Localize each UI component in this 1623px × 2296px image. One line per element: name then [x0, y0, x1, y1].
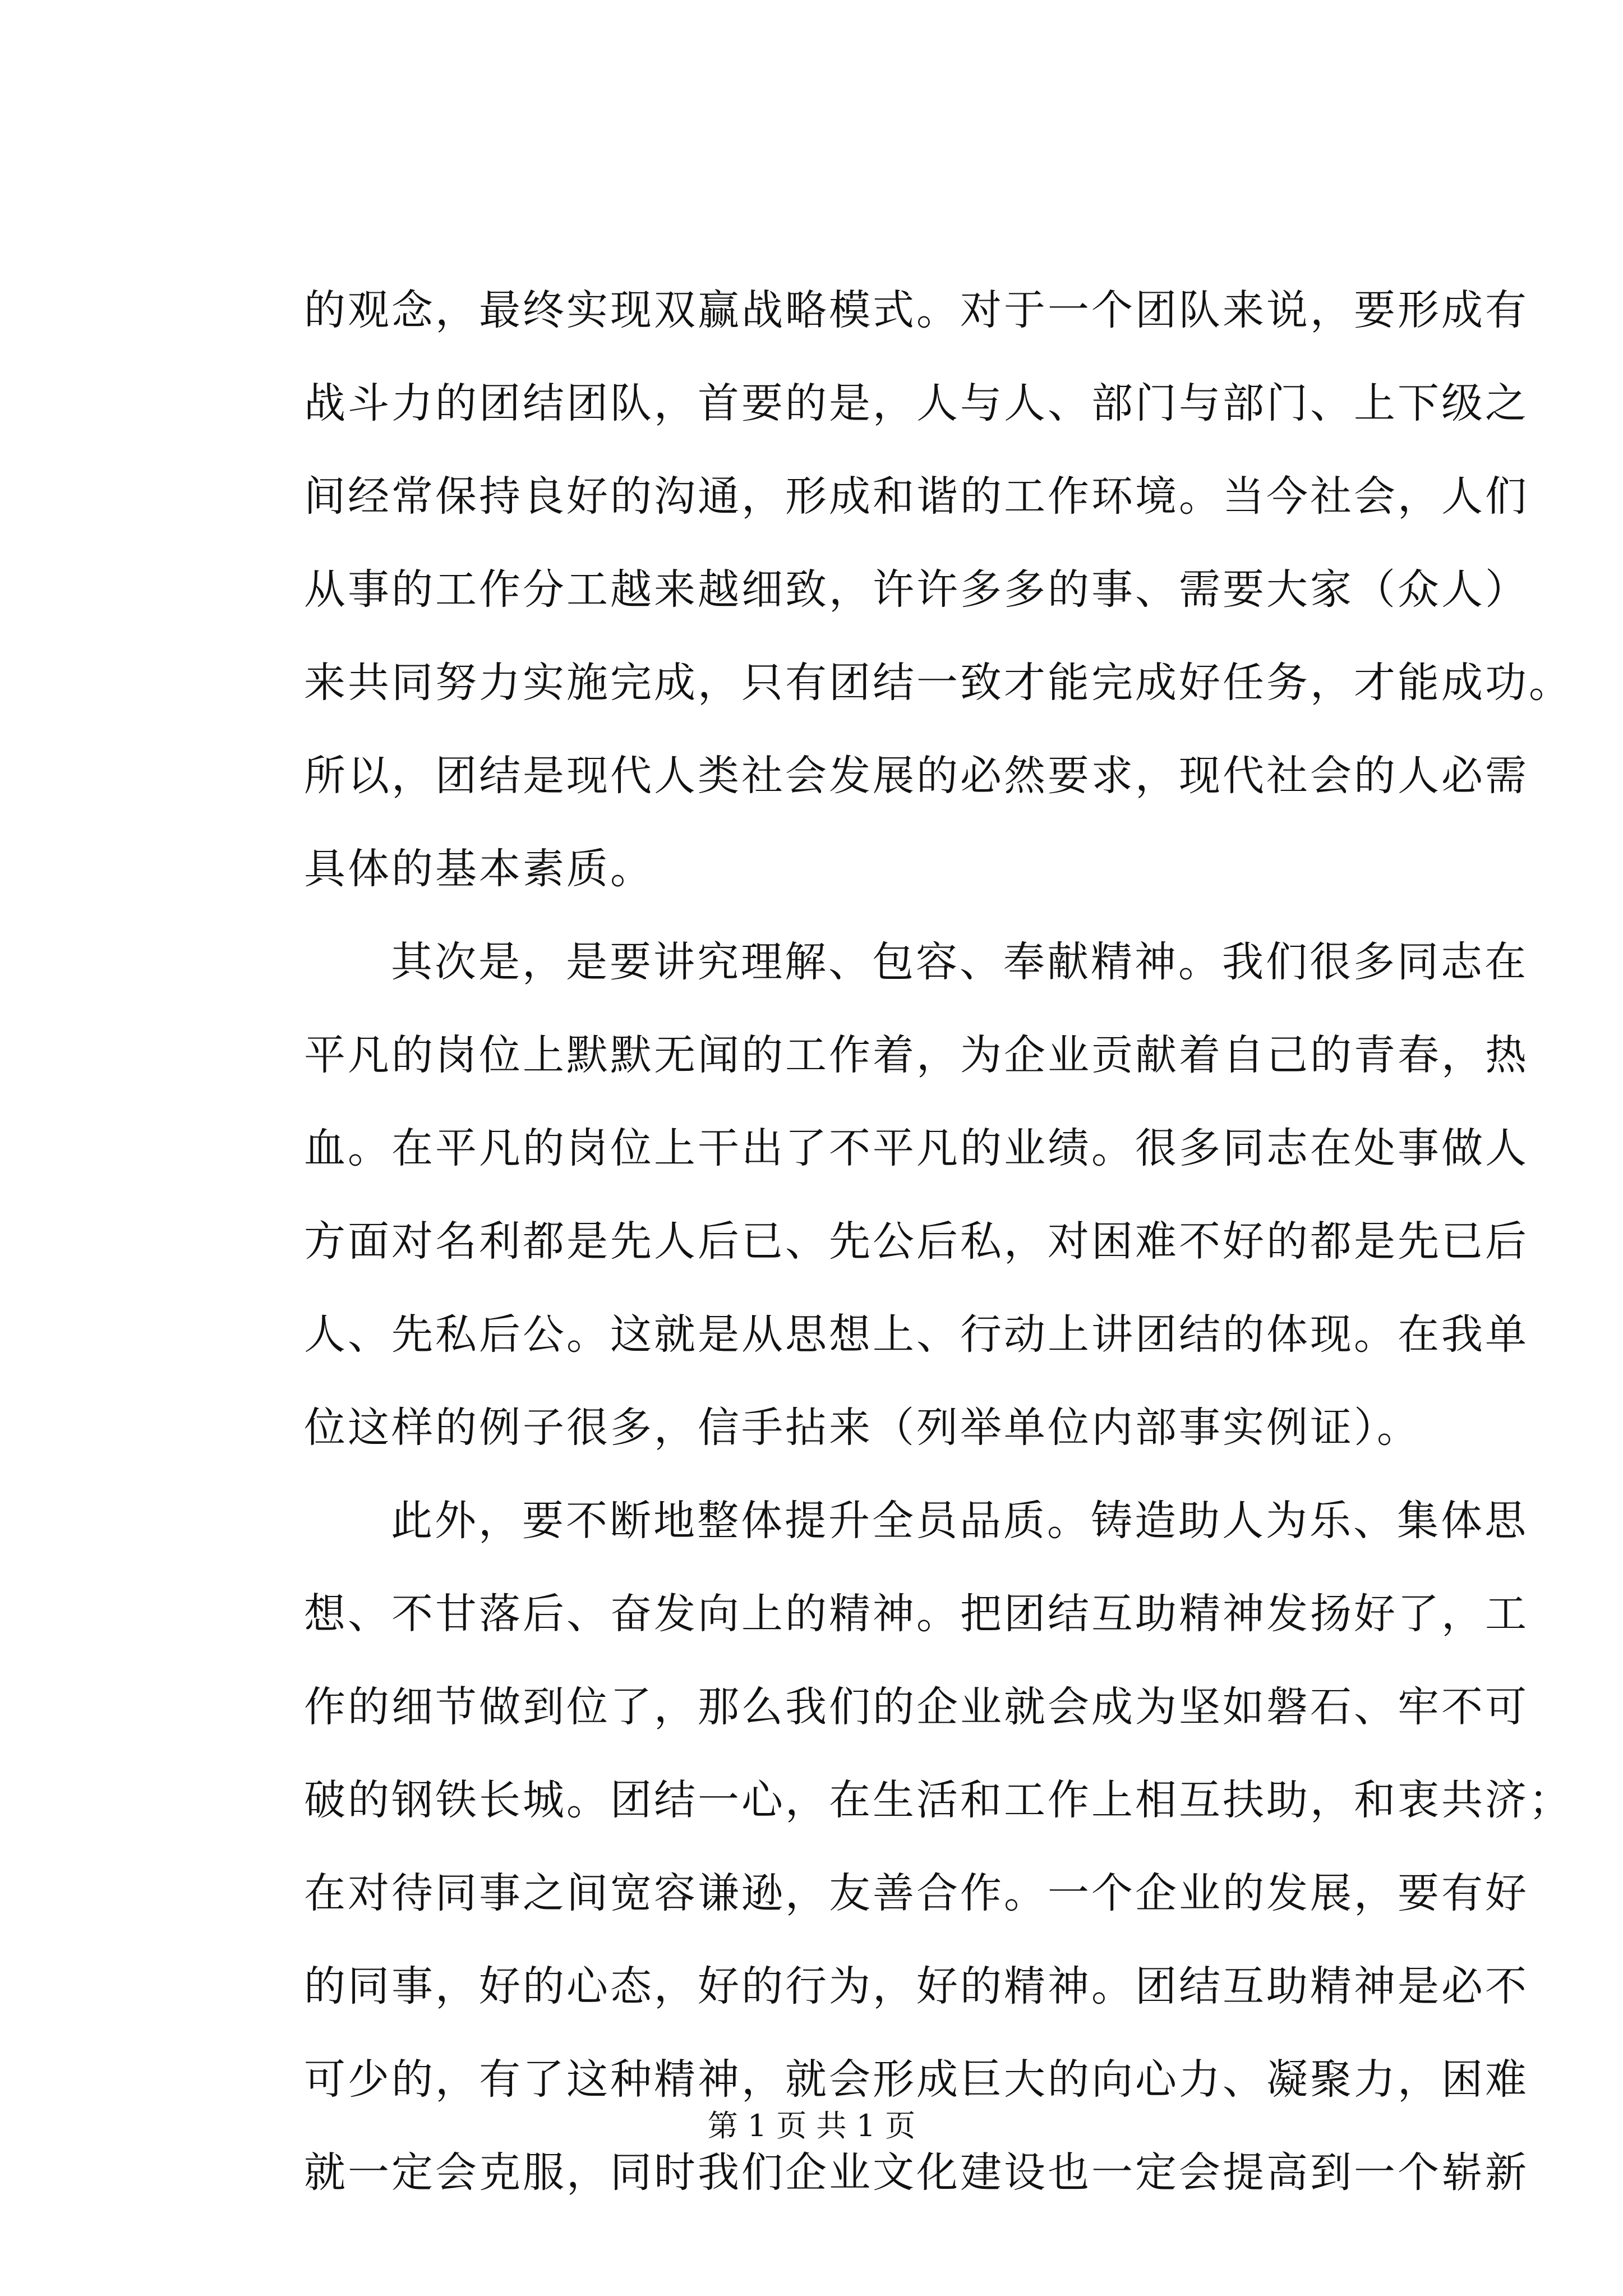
- text-line: 具体的基本素质。: [304, 845, 654, 893]
- text-line: 从事的工作分工越来越细致，许许多多的事、需要大家（众人）: [304, 565, 1529, 614]
- text-line: 来共同努力实施完成，只有团结一致才能完成好任务，才能成功。: [304, 659, 1573, 707]
- text-line: 破的钢铁长城。团结一心，在生活和工作上相互扶助，和衷共济；: [304, 1776, 1573, 1824]
- text-line: 可少的，有了这种精神，就会形成巨大的向心力、凝聚力，困难: [304, 2055, 1529, 2104]
- text-line: 人、先私后公。这就是从思想上、行动上讲团结的体现。在我单: [304, 1310, 1529, 1359]
- text-line: 在对待同事之间宽容谦逊，友善合作。一个企业的发展，要有好: [304, 1869, 1529, 1917]
- document-body: [304, 264, 1573, 2219]
- text-line: 所以，团结是现代人类社会发展的必然要求，现代社会的人必需: [304, 752, 1529, 800]
- text-line: 就一定会克服，同时我们企业文化建设也一定会提高到一个崭新: [304, 2148, 1529, 2197]
- text-line: 想、不甘落后、奋发向上的精神。把团结互助精神发扬好了，工: [304, 1590, 1529, 1638]
- paragraph-first-line: 此外，要不断地整体提升全员品质。铸造助人为乐、集体思: [391, 1497, 1528, 1545]
- text-line: 的观念，最终实现双赢战略模式。对于一个团队来说，要形成有: [304, 286, 1529, 334]
- text-line: 血。在平凡的岗位上干出了不平凡的业绩。很多同志在处事做人: [304, 1124, 1529, 1172]
- paragraph-first-line: 其次是，是要讲究理解、包容、奉献精神。我们很多同志在: [391, 938, 1528, 986]
- text-line: 位这样的例子很多，信手拈来（列举单位内部事实例证）。: [304, 1404, 1421, 1452]
- text-line: 作的细节做到位了，那么我们的企业就会成为坚如磐石、牢不可: [304, 1683, 1529, 1731]
- text-line: 平凡的岗位上默默无闻的工作着，为企业贡献着自己的青春，热: [304, 1031, 1529, 1079]
- text-line: 的同事，好的心态，好的行为，好的精神。团结互助精神是必不: [304, 1962, 1529, 2010]
- text-line: 方面对名利都是先人后已、先公后私，对困难不好的都是先已后: [304, 1217, 1529, 1266]
- page-number-footer: 第 1 页 共 1 页: [707, 2108, 916, 2143]
- text-line: 间经常保持良好的沟通，形成和谐的工作环境。当今社会，人们: [304, 472, 1529, 521]
- text-line: 战斗力的团结团队，首要的是，人与人、部门与部门、上下级之: [304, 379, 1529, 427]
